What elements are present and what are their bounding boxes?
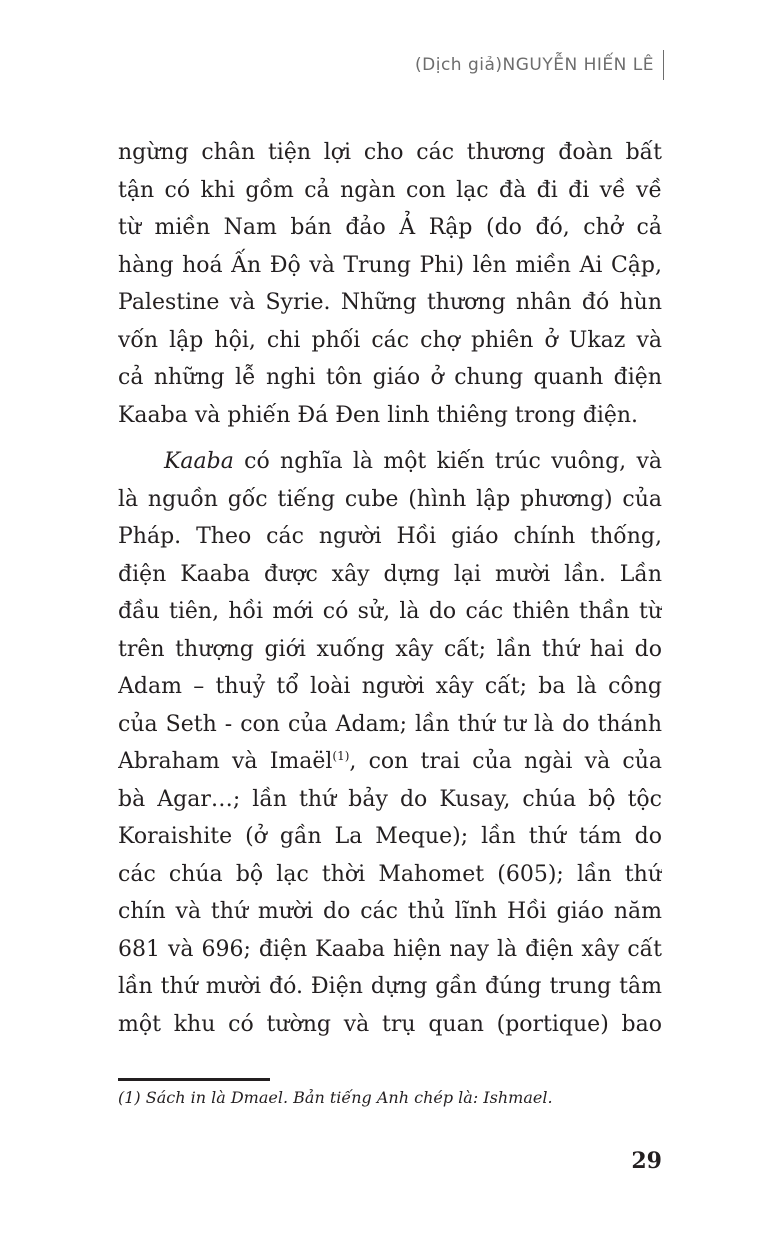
text-line: chín và thứ mười do các thủ lĩnh Hồi giáo năm xyxy=(118,899,662,924)
text-line: Adam – thuỷ tổ loài người xây cất; ba là công xyxy=(118,674,662,699)
text-line: cả những lễ nghi tôn giáo ở chung quanh điện xyxy=(118,365,662,390)
footnote-marker[interactable]: (1) xyxy=(332,749,350,763)
text-line: bà Agar…; lần thứ bảy do Kusay, chúa bộ tộc xyxy=(118,786,662,812)
text-line: đầu tiên, hồi mới có sử, là do các thiên thần từ xyxy=(118,599,662,624)
paragraph-1 xyxy=(118,134,662,434)
italic-term: Kaaba xyxy=(164,449,234,474)
text-line-rest: có nghĩa là một kiến trúc vuông, và xyxy=(233,449,662,474)
text-line: của Seth - con của Adam; lần thứ tư là do thánh xyxy=(118,711,662,737)
text-line: một khu có tường và trụ quan (portique) bao xyxy=(118,1011,662,1037)
text-line: ngừng chân tiện lợi cho các thương đoàn bất xyxy=(118,140,662,165)
text-line xyxy=(118,743,662,781)
text-line: các chúa bộ lạc thời Mahomet (605); lần thứ xyxy=(118,861,662,887)
running-header-title: (Dịch giả)NGUYỄN HIẾN LÊ xyxy=(415,55,654,75)
text-line: lần thứ mười đó. Điện dựng gần đúng trung tâm xyxy=(118,974,662,999)
header-vertical-rule xyxy=(663,50,664,80)
page-number: 29 xyxy=(631,1148,662,1174)
body-text xyxy=(118,134,662,1043)
text-line: Kaaba và phiến Đá Đen linh thiêng trong điện. xyxy=(118,402,639,428)
text-line: điện Kaaba được xây dựng lại mười lần. Lần xyxy=(118,561,662,587)
text-line: vốn lập hội, chi phối các chợ phiên ở Ukaz và xyxy=(118,327,662,353)
text-line: trên thượng giới xuống xây cất; lần thứ hai do xyxy=(118,636,662,662)
text-line-start: Abraham và Imaël xyxy=(118,749,333,774)
paragraph-2 xyxy=(118,443,662,1043)
text-line xyxy=(118,443,662,481)
footnote-divider xyxy=(118,1078,270,1081)
text-line: Koraishite (ở gần La Meque); lần thứ tám do xyxy=(118,824,662,849)
footnote-text: (1) Sách in là Dmael. Bản tiếng Anh chép là: Ishmael. xyxy=(118,1088,553,1107)
text-line: hàng hoá Ấn Độ và Trung Phi) lên miền Ai Cập, xyxy=(118,252,662,278)
text-line: là nguồn gốc tiếng cube (hình lập phương) của xyxy=(118,486,662,512)
text-line: từ miền Nam bán đảo Ả Rập (do đó, chở cả xyxy=(118,215,662,240)
text-line: Pháp. Theo các người Hồi giáo chính thống, xyxy=(118,524,662,549)
text-line: 681 và 696; điện Kaaba hiện nay là điện xây cất xyxy=(118,936,662,962)
text-line-rest: , con trai của ngài và của xyxy=(349,749,662,774)
text-line: Palestine và Syrie. Những thương nhân đó hùn xyxy=(118,290,662,315)
text-line: tận có khi gồm cả ngàn con lạc đà đi đi về về xyxy=(118,177,662,203)
